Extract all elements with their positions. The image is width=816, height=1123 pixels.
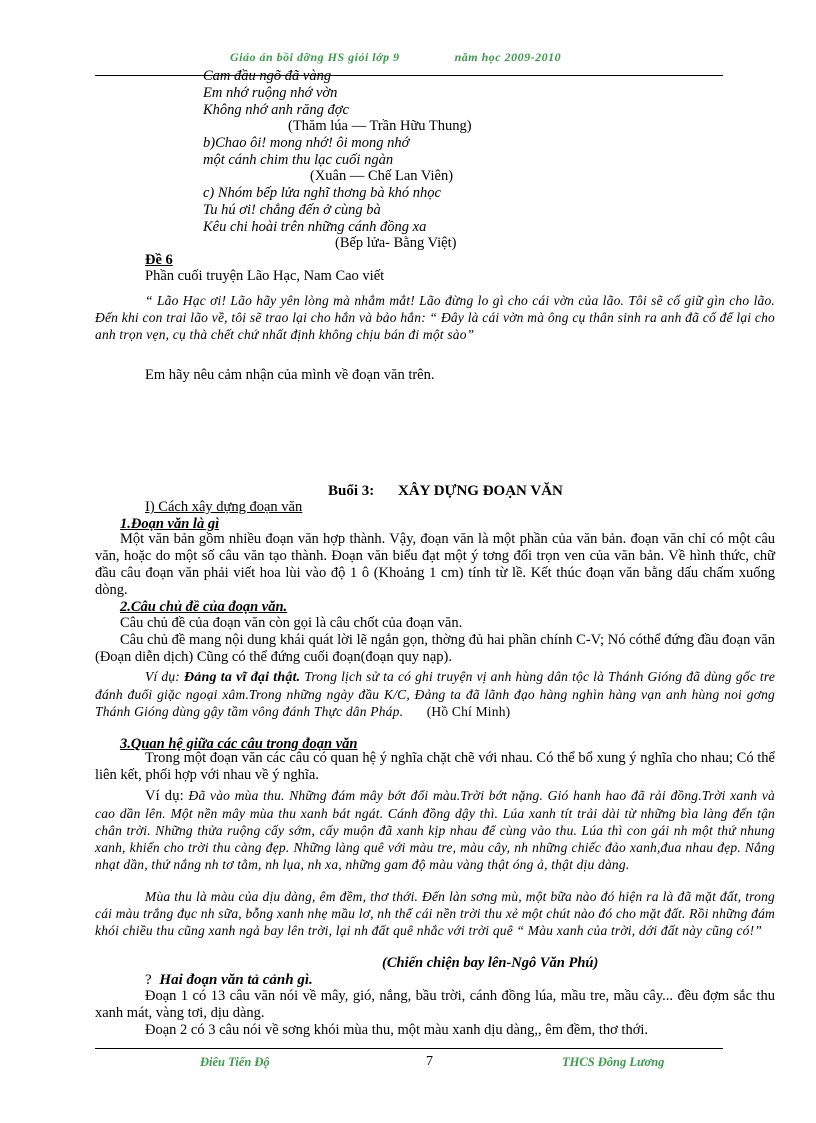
poem-c-line-2: Tu hú ơi! chẳng đến ở cùng bà xyxy=(203,202,381,218)
question xyxy=(145,972,313,989)
section1-p3: Câu chủ đề mang nội dung khái quát lời lẽ ngắn gọn, thờng đủ hai phần chính C-V; Nó cóthể đứng đầu đoạn văn (Đoạn diễn dịch) Cũng có thể đứng cuối đoạn(đoạn quy nạp). xyxy=(95,632,775,665)
poem-b-source: (Xuân — Chế Lan Viên) xyxy=(310,168,454,184)
poem-a-line-1: Cam đầu ngõ đã vàng xyxy=(203,68,332,84)
answer-1: Đoạn 1 có 13 câu văn nói về mây, gió, nắng, bầu trời, cánh đồng lúa, mầu tre, mầu cây... đều đợm sắc thu xanh mát, vàng tơi, dịu dàng. xyxy=(95,988,775,1021)
header-right: năm học 2009-2010 xyxy=(454,50,562,64)
poem-a-line-3: Không nhớ anh răng đợc xyxy=(203,102,349,118)
example-2-text-1: Đã vào mùa thu. Những đám mây bớt đổi màu.Trời bớt nặng. Gió hanh hao đã rải đồng.Trời xanh và cao dần lên. Một nền mây mùa thu xanh bát ngát. Cánh đồng dậy thì. Lúa xanh tít trải dài từ những bìa làng đến tận chân trời. Những thửa ruộng cấy sớm, cấy muộn đã xanh kịp nhau để cùng vào thu. Lúa thì con gái nh một thứ nhung xanh, khiến cho trời thu càng đẹp. Những làng quê với màu tre, màu cây, nh những chiếc đảo xanh,đua nhau đẹp. Nắng nhạt dần, thứ nắng nh tơ tằm, nh lụa, nh xa, những gam độ màu vàng thật óng ả, thật dịu dàng. xyxy=(95,788,775,872)
poem-c-source: (Bếp lửa- Bằng Việt) xyxy=(335,235,457,251)
section1-sub2: 2.Câu chủ đề của đoạn văn. xyxy=(120,599,288,615)
de6-intro: Phần cuối truyện Lão Hạc, Nam Cao viết xyxy=(145,268,385,284)
example-2-para-1 xyxy=(95,787,775,873)
example-1-bold: Đảng ta vĩ đại thật. xyxy=(183,670,301,685)
section1-sub3: 3.Quan hệ giữa các câu trong đoạn văn xyxy=(120,736,358,752)
section1-heading: I) Cách xây dựng đoạn văn xyxy=(145,499,303,515)
example-2-label: Ví dụ: xyxy=(145,788,184,804)
answer-2: Đoạn 2 có 3 câu nói về sơng khói mùa thu, một màu xanh dịu dàng,, êm đềm, thơ thới. xyxy=(145,1022,649,1038)
poem-a-source: (Thăm lúa — Trần Hữu Thung) xyxy=(288,118,472,134)
footer-rule xyxy=(95,1048,723,1049)
page-header xyxy=(230,50,650,65)
footer-left: Điêu Tiến Độ xyxy=(200,1055,270,1069)
example-1-source: (Hồ Chí Minh) xyxy=(426,704,511,719)
session-label: Buổi 3: xyxy=(328,483,375,499)
de6-heading: Đề 6 xyxy=(145,252,173,268)
example-2-source: (Chiến chiện bay lên-Ngô Văn Phú) xyxy=(382,955,599,971)
question-mark: ? xyxy=(145,972,152,988)
section1-sub1: 1.Đoạn văn là gì xyxy=(120,516,220,532)
de6-quote: “ Lão Hạc ơi! Lão hãy yên lòng mà nhắm mắt! Lão đừng lo gì cho cái vờn của lão. Tôi sẽ cố giữ gìn cho lão. Đến khi con trai lão về, tôi sẽ trao lại cho hắn và bảo hắn: “ Đây là cái vờn mà ông cụ thân sinh ra anh đã cố để lại cho anh trọn vẹn, cụ thà chết chứ nhất định không chịu bán đi một sào” xyxy=(95,293,775,342)
example-2-para-2: Mùa thu là màu của dịu dàng, êm đềm, thơ thới. Đến làn sơng mù, một bữa nào đó hiện ra là đã mặt đất, trong cái màu trắng đục nh sữa, bỗng xanh nhẹ mầu lơ, nh thể cái nền trời thu xẻ một chút nào đó cho mặt đất. Rồi những đám khói chiều thu cũng xanh ngả bay lên trời, lại nh đất quê nhắc với trời quê “ Màu xanh của trời, dới đất này cũng có!” xyxy=(95,889,775,938)
session-title xyxy=(328,483,563,500)
poem-c-line-1: c) Nhóm bếp lửa nghĩ thơng bà khó nhọc xyxy=(203,185,441,201)
section1-p4: Trong một đoạn văn các câu có quan hệ ý nghĩa chặt chẽ với nhau. Có thể bổ xung ý nghĩa cho nhau; Có thể liên kết, phối hợp với nhau về ý nghĩa. xyxy=(95,750,775,783)
footer-right: THCS Đông Lương xyxy=(562,1055,665,1069)
page-number: 7 xyxy=(426,1054,433,1069)
poem-c-line-3: Kêu chi hoài trên những cánh đồng xa xyxy=(203,219,427,235)
de6-task: Em hãy nêu cảm nhận của mình về đoạn văn trên. xyxy=(145,367,435,383)
header-rule xyxy=(95,75,723,76)
question-text: Hai đoạn văn tả cảnh gì. xyxy=(159,972,313,988)
example-1 xyxy=(95,668,775,720)
session-heading: XÂY DỰNG ĐOẠN VĂN xyxy=(398,483,563,499)
poem-b-line-1: b)Chao ôi! mong nhớ! ôi mong nhớ xyxy=(203,135,410,151)
section1-p2: Câu chủ đề của đoạn văn còn gọi là câu chốt của đoạn văn. xyxy=(120,615,463,631)
poem-a-line-2: Em nhớ ruộng nhớ vờn xyxy=(203,85,338,101)
example-1-text: Trong lịch sử ta có ghi truyện vị anh hùng dân tộc là Thánh Gióng đã dùng gốc tre đánh đuổi giặc ngoại xâm.Trong những ngày đầu K/C, Đảng ta đã lãnh đạo hàng nghìn hàng vạn anh hùng noi gơng Thánh Gióng dùng gậy tầm vông đánh Thực dân Pháp. xyxy=(95,669,776,719)
poem-b-line-2: một cánh chim thu lạc cuối ngàn xyxy=(203,152,394,168)
header-left: Giáo án bồi dỡng HS giỏi lớp 9 xyxy=(230,50,400,64)
example-1-label: Ví dụ: xyxy=(145,669,180,684)
section1-p1: Một văn bản gồm nhiều đoạn văn hợp thành. Vậy, đoạn văn là một phần của văn bản. đoạn văn chỉ có một câu văn, hoặc do một số câu văn tạo thành. Đoạn văn biểu đạt một ý tơng đối trọn ven của văn bản. Về hình thức, chữ đầu câu đoạn văn phải viết hoa lùi vào độ 1 ô (Khoảng 1 cm) tính từ lề. Kết thúc đoạn văn bằng dấu chấm xuống dòng. xyxy=(95,531,775,598)
